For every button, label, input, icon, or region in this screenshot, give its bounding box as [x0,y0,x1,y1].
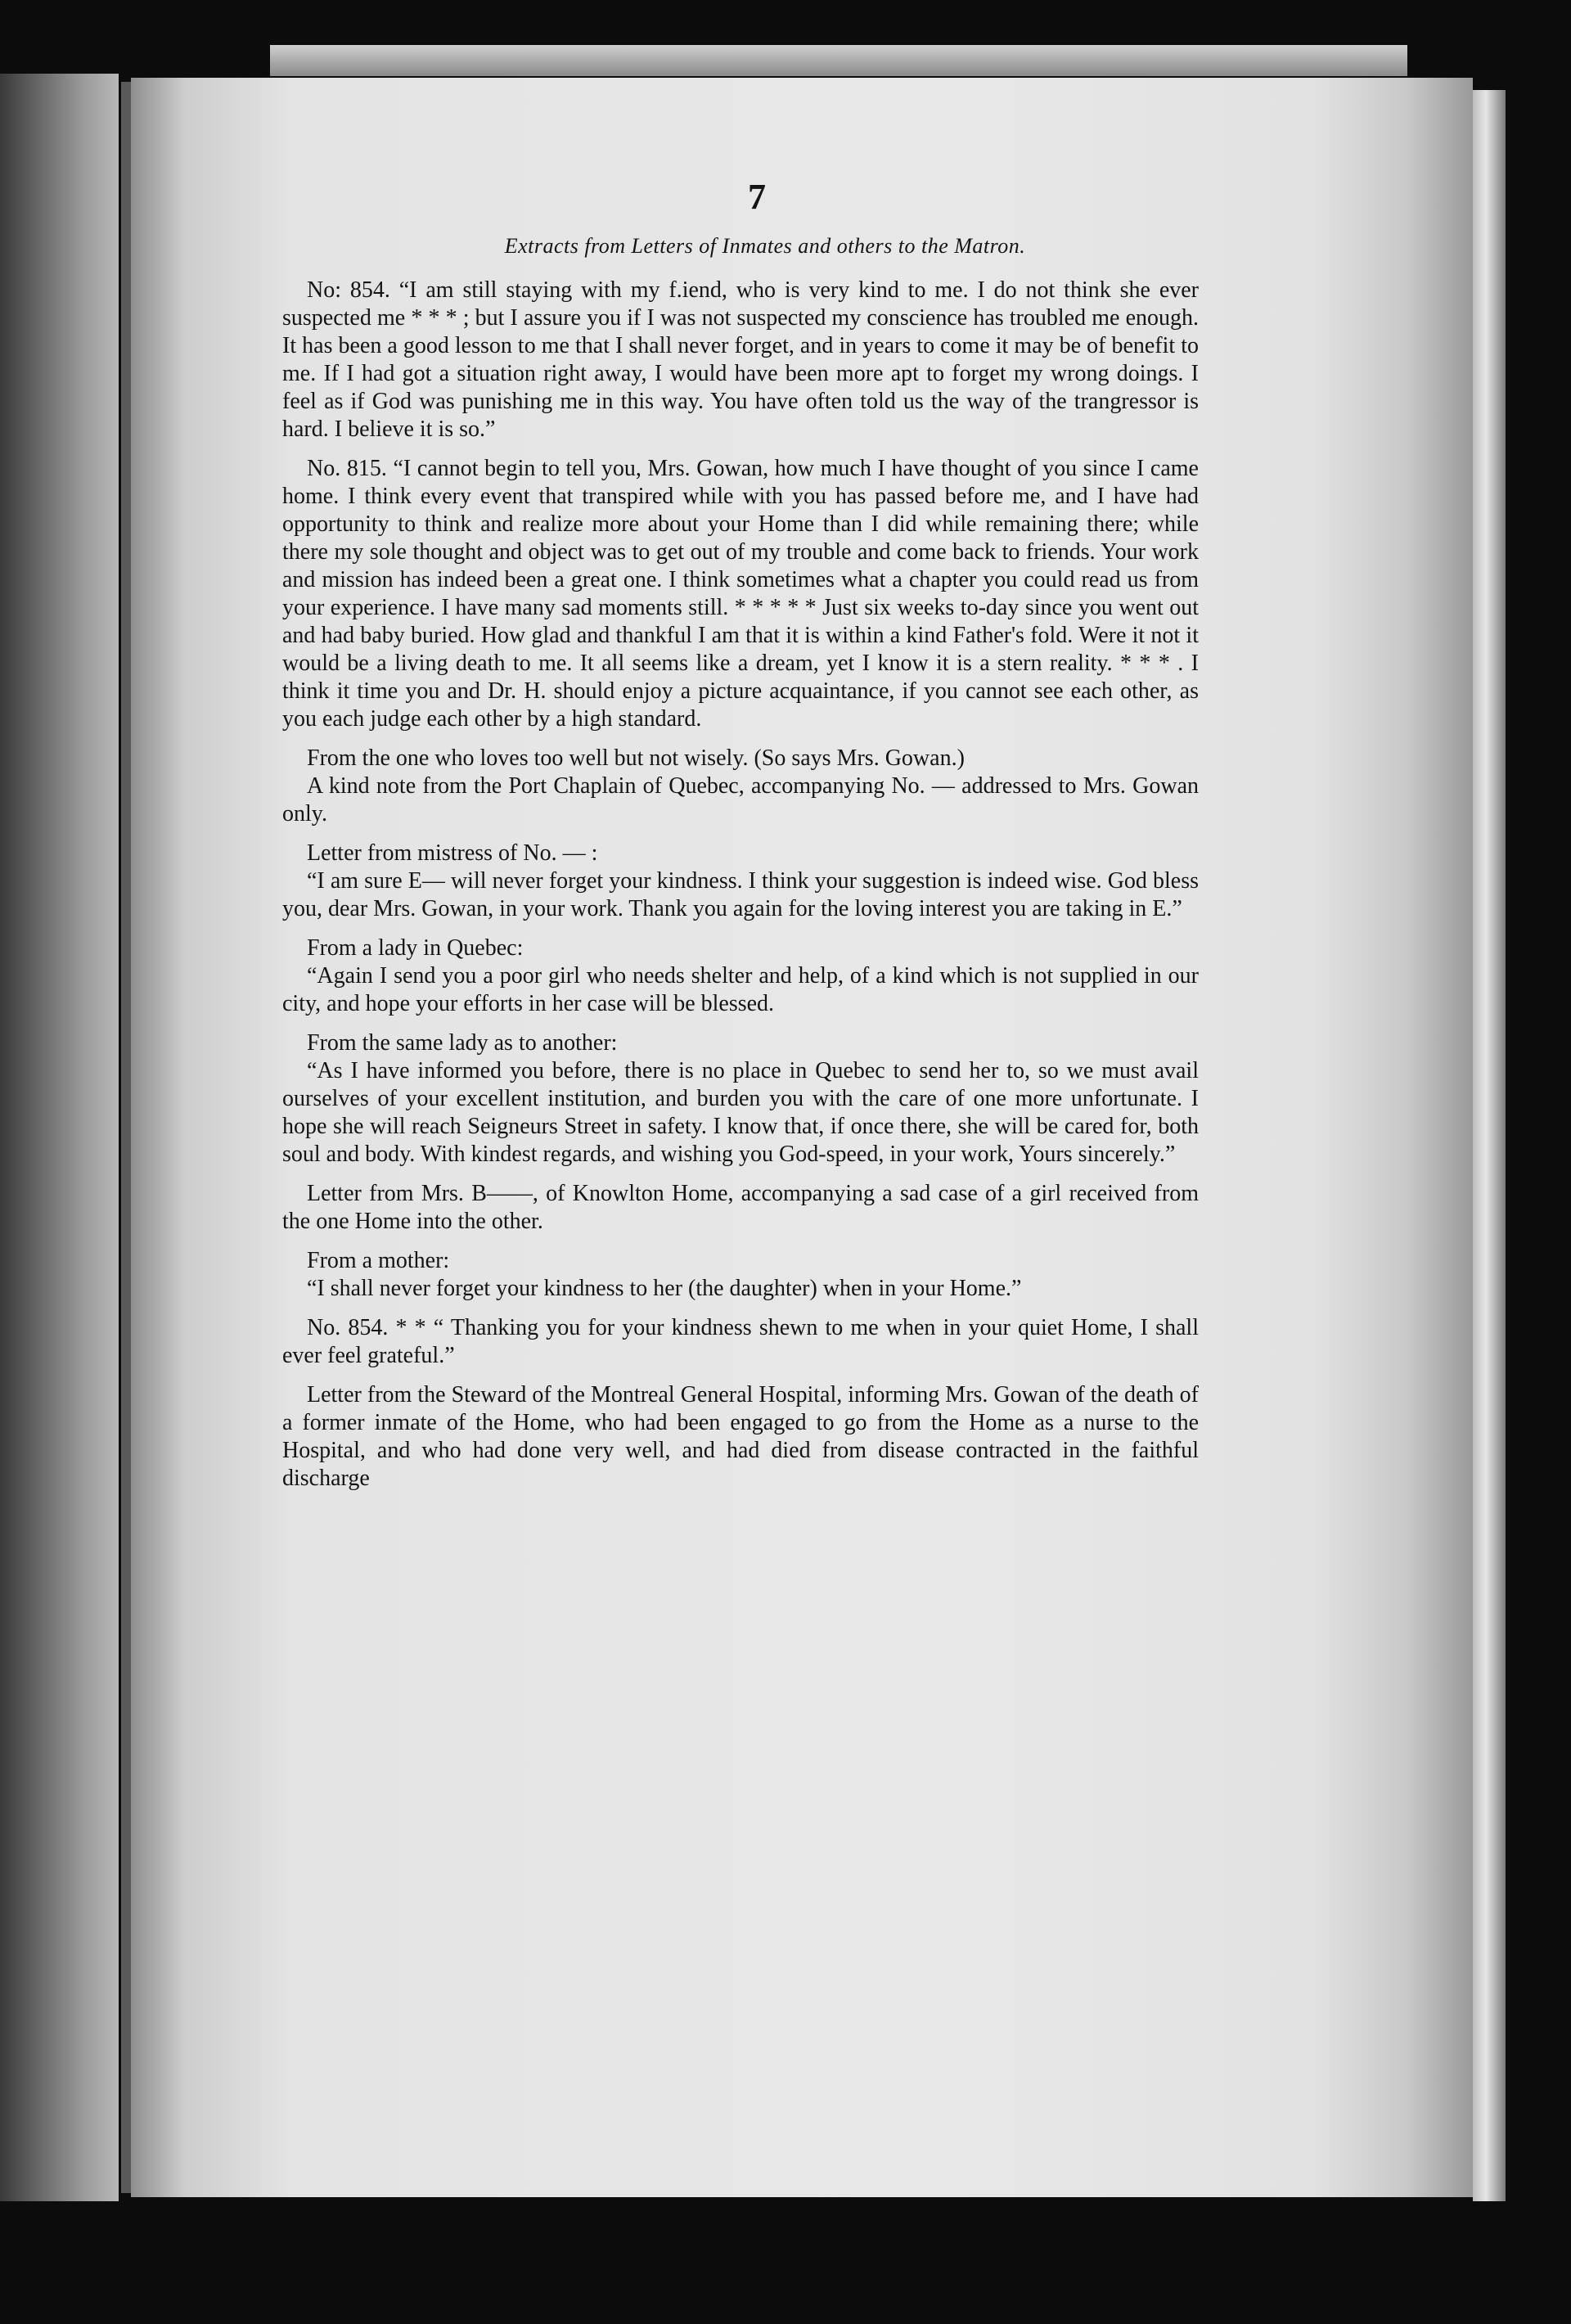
paragraph-mother-letter: “I shall never forget your kindness to her (the daughter) when in your Home.” [307,1276,1022,1301]
page-heading: Extracts from Letters of Inmates and others to the Matron. [504,234,1026,258]
paragraph-same-lady-letter: “As I have informed you before, there is no place in Quebec to send her to, so we must avail ourselves of your excellent institution, and burden you with the care of one more unfortunate. I hope she will reach Seigneurs Street in safety. I know that, if once there, she will be cared for, both soul and body. With kindest regards, and wishing you God-speed, in your work, Yours sincerely.” [282,1058,1199,1167]
paragraph-lady-quebec-intro: From a lady in Quebec: [307,935,524,961]
paragraph-knowlton-home: Letter from Mrs. B——, of Knowlton Home, accompanying a sad case of a girl received from the one Home into the other. [282,1181,1199,1234]
paragraph-mistress-letter: “I am sure E— will never forget your kindness. I think your suggestion is indeed wise. God bless you, dear Mrs. Gowan, in your work. Thank you again for the loving interest you are taking in E.” [282,868,1199,921]
paragraph-lady-quebec-letter: “Again I send you a poor girl who needs shelter and help, of a kind which is not supplied in our city, and hope your efforts in her case will be blessed. [282,963,1199,1016]
page-right-edge [1473,90,1506,2201]
paragraph-mother-intro: From a mother: [307,1248,450,1273]
page-text [282,176,1199,1504]
paragraph-mistress-intro: Letter from mistress of No. — : [307,840,598,866]
paragraph-letter-854: No: 854. “I am still staying with my f.iend, who is very kind to me. I do not think she ever suspected me * * * ; but I assure you if I was not suspected my conscience has troubled me enough. It has been a good lesson to me that I shall never forget, and in years to come it may be of benefit to me. If I had got a situation right away, I would have been more apt to forget my wrong doings. I feel as if God was punishing me in this way. You have often told us the way of the trangressor is hard. I believe it is so.” [282,277,1199,442]
top-binding-strip [270,45,1407,76]
paragraph-port-chaplain: A kind note from the Port Chaplain of Quebec, accompanying No. — addressed to Mrs. Gowan only. [282,773,1199,826]
paragraph-letter-854-thanks: No. 854. * * “ Thanking you for your kindness shewn to me when in your quiet Home, I shall ever feel grateful.” [282,1315,1199,1368]
paragraph-note-wisely: From the one who loves too well but not wisely. (So says Mrs. Gowan.) [307,745,965,771]
paragraph-letter-815: No. 815. “I cannot begin to tell you, Mrs. Gowan, how much I have thought of you since I came home. I think every event that transpired while with you has passed before me, and I have had opportunity to think and realize more about your Home than I did while remaining there; while there my sole thought and object was to get out of my trouble and come back to friends. Your work and mission has indeed been a great one. I think sometimes what a chapter you could read us from your experience. I have many sad moments still. * * * * * Just six weeks to-day since you went out and had baby buried. How glad and thankful I am that it is within a kind Father's fold. Were it not it would be a living death to me. It all seems like a dream, yet I know it is a stern reality. * * * . I think it time you and Dr. H. should enjoy a picture acquaintance, if you cannot see each other, as you each judge each other by a high standard. [282,456,1199,732]
paragraph-steward-letter: Letter from the Steward of the Montreal General Hospital, informing Mrs. Gowan of the death of a former inmate of the Home, who had been engaged to go from the Home as a nurse to the Hospital, and who had done very well, and had died from disease contracted in the faithful discharge [282,1382,1199,1491]
facing-page-edge [0,74,119,2201]
page-number: 7 [748,177,766,217]
paragraph-same-lady-intro: From the same lady as to another: [307,1030,618,1056]
